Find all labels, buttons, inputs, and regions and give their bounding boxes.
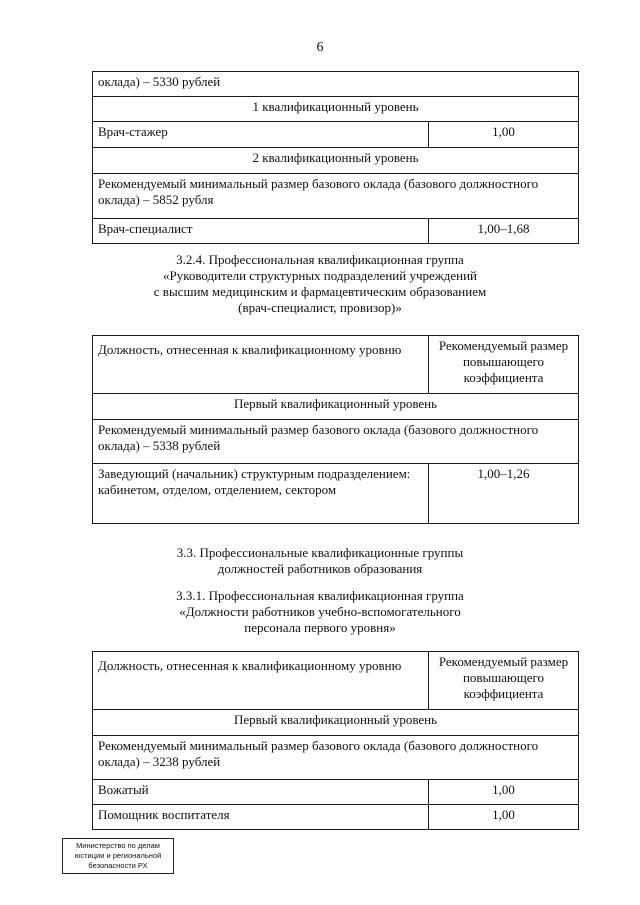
coefficient-cell: 1,00 bbox=[429, 805, 579, 830]
base-salary-cell: Рекомендуемый минимальный размер базового оклада (базового должностного оклада) – 5338 рублей bbox=[93, 420, 579, 464]
table-cell: оклада) – 5330 рублей bbox=[93, 72, 579, 97]
table-row bbox=[93, 710, 579, 736]
table-row bbox=[93, 805, 579, 830]
table-header-row bbox=[93, 336, 579, 394]
heading-line: «Руководители структурных подразделений учреждений bbox=[163, 268, 477, 283]
column-header-position: Должность, отнесенная к квалификационному уровню bbox=[93, 652, 429, 710]
table-row bbox=[93, 394, 579, 420]
heading-line: должностей работников образования bbox=[217, 561, 423, 576]
table-row bbox=[93, 174, 579, 219]
table-row bbox=[93, 122, 579, 148]
salary-table-physicians bbox=[92, 71, 579, 244]
coefficient-cell: 1,00 bbox=[429, 122, 579, 148]
stamp-line: Министерство по делам bbox=[76, 841, 160, 850]
coefficient-cell: 1,00–1,26 bbox=[429, 464, 579, 524]
section-heading-3-3 bbox=[0, 545, 640, 577]
position-cell: Вожатый bbox=[93, 780, 429, 805]
heading-line: «Должности работников учебно-вспомогательного bbox=[179, 604, 461, 619]
column-header-coefficient: Рекомендуемый размер повышающего коэффициента bbox=[429, 652, 579, 710]
table-row bbox=[93, 420, 579, 464]
heading-line: 3.3.1. Профессиональная квалификационная группа bbox=[176, 588, 464, 603]
coefficient-cell: 1,00–1,68 bbox=[429, 219, 579, 244]
page-number: 6 bbox=[316, 40, 324, 55]
column-header-position: Должность, отнесенная к квалификационному уровню bbox=[93, 336, 429, 394]
position-cell: Заведующий (начальник) структурным подразделением: кабинетом, отделом, отделением, сектором bbox=[93, 464, 429, 524]
position-cell: Помощник воспитателя bbox=[93, 805, 429, 830]
qualification-level-heading: Первый квалификационный уровень bbox=[93, 710, 579, 736]
table-header-row bbox=[93, 652, 579, 710]
position-cell: Врач-специалист bbox=[93, 219, 429, 244]
heading-line: с высшим медицинским и фармацевтическим образованием bbox=[153, 284, 487, 299]
table-row bbox=[93, 736, 579, 780]
base-salary-cell: Рекомендуемый минимальный размер базового оклада (базового должностного оклада) – 5852 рубля bbox=[93, 174, 579, 219]
table-row bbox=[93, 148, 579, 174]
heading-line: 3.3. Профессиональные квалификационные группы bbox=[176, 545, 464, 560]
ministry-stamp bbox=[62, 838, 174, 874]
stamp-line: безопасности РХ bbox=[88, 861, 148, 870]
table-row bbox=[93, 97, 579, 122]
heading-line: 3.2.4. Профессиональная квалификационная группа bbox=[176, 252, 464, 267]
salary-table-education-support bbox=[92, 651, 579, 830]
salary-table-unit-heads bbox=[92, 335, 579, 524]
position-cell: Врач-стажер bbox=[93, 122, 429, 148]
table-row bbox=[93, 72, 579, 97]
qualification-level-heading: 1 квалификационный уровень bbox=[93, 97, 579, 122]
section-heading-3-2-4 bbox=[0, 252, 640, 316]
qualification-level-heading: Первый квалификационный уровень bbox=[93, 394, 579, 420]
heading-line: (врач-специалист, провизор)» bbox=[238, 300, 402, 315]
table-row bbox=[93, 464, 579, 524]
table-row bbox=[93, 780, 579, 805]
stamp-line: юстиции и региональной bbox=[74, 851, 162, 860]
qualification-level-heading: 2 квалификационный уровень bbox=[93, 148, 579, 174]
base-salary-cell: Рекомендуемый минимальный размер базового оклада (базового должностного оклада) – 3238 рублей bbox=[93, 736, 579, 780]
table-row bbox=[93, 219, 579, 244]
coefficient-cell: 1,00 bbox=[429, 780, 579, 805]
section-heading-3-3-1 bbox=[0, 588, 640, 636]
column-header-coefficient: Рекомендуемый размер повышающего коэффициента bbox=[429, 336, 579, 394]
heading-line: персонала первого уровня» bbox=[244, 620, 396, 635]
